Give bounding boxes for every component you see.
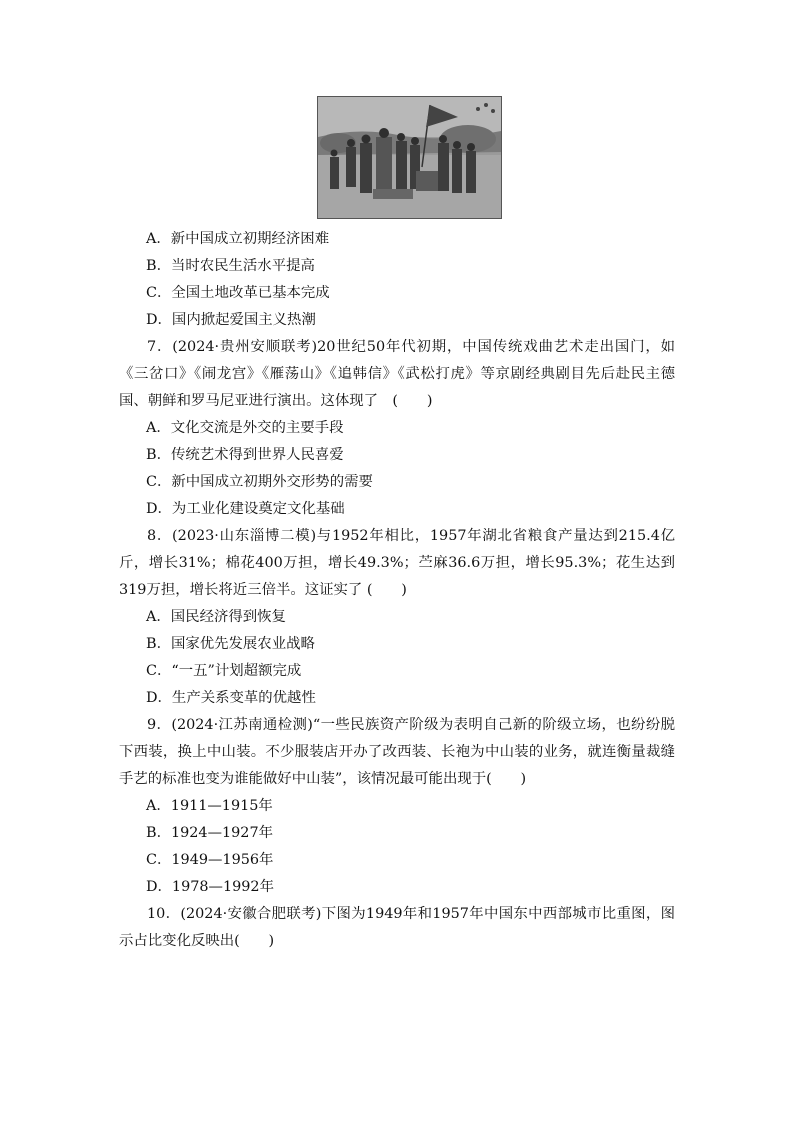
question-list [119, 226, 675, 955]
option-a: A．国民经济得到恢复 [146, 609, 286, 625]
option-c: C．新中国成立初期外交形势的需要 [146, 474, 373, 490]
option-c: C．“一五”计划超额完成 [146, 663, 302, 679]
option-b: B．1924—1927年 [146, 825, 273, 841]
option-b: B．国家优先发展农业战略 [146, 636, 315, 652]
painting-illustration [318, 97, 501, 218]
option-c: C．全国土地改革已基本完成 [146, 285, 330, 301]
question-stem: 9．(2024·江苏南通检测)“一些民族资产阶级为表明自己新的阶级立场，也纷纷脱下西装，换上中山装。不少服装店开办了改西装、长袍为中山装的业务，就连衡量裁缝手艺的标准也变为谁能做好中山装”，该情况最可能出现于( ) [119, 717, 675, 787]
option-b: B．传统艺术得到世界人民喜爱 [146, 447, 344, 463]
option-d: D．为工业化建设奠定文化基础 [146, 501, 345, 517]
option-a: A．1911—1915年 [146, 798, 273, 814]
question-9 [119, 712, 675, 901]
question-10 [119, 901, 675, 955]
question-stem: 8．(2023·山东淄博二模)与1952年相比，1957年湖北省粮食产量达到215.4亿斤，增长31%；棉花400万担，增长49.3%；苎麻36.6万担，增长95.3%；花生达到319万担，增长将近三倍半。这证实了 ( ) [119, 528, 675, 598]
question-7 [119, 334, 675, 523]
option-a: A．文化交流是外交的主要手段 [146, 420, 344, 436]
question-stem: 10．(2024·安徽合肥联考)下图为1949年和1957年中国东中西部城市比重图，图示占比变化反映出( ) [119, 906, 675, 949]
option-b: B．当时农民生活水平提高 [146, 258, 315, 274]
question-6-options [119, 226, 675, 334]
question-8 [119, 523, 675, 712]
historical-painting-image [317, 96, 502, 219]
option-a: A．新中国成立初期经济困难 [146, 231, 330, 247]
option-d: D．国内掀起爱国主义热潮 [146, 312, 316, 328]
question-stem: 7．(2024·贵州安顺联考)20世纪50年代初期，中国传统戏曲艺术走出国门，如《三岔口》《闹龙宫》《雁荡山》《追韩信》《武松打虎》等京剧经典剧目先后赴民主德国、朝鲜和罗马尼亚进行演出。这体现了 ( ) [119, 339, 675, 409]
option-d: D．生产关系变革的优越性 [146, 690, 316, 706]
option-c: C．1949—1956年 [146, 852, 274, 868]
option-d: D．1978—1992年 [146, 879, 274, 895]
